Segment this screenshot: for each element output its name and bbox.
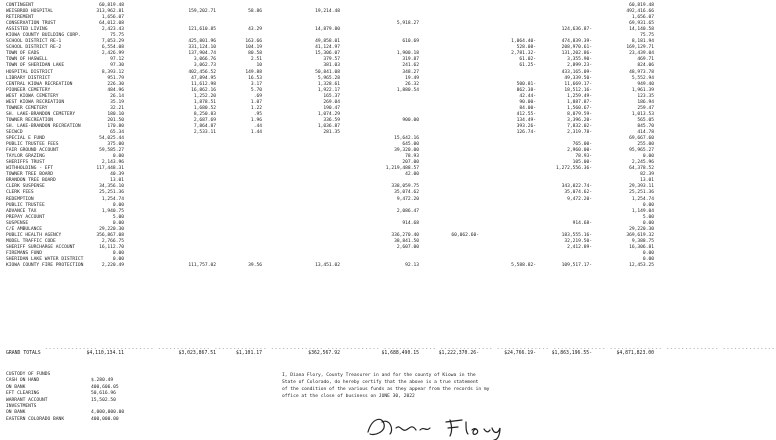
fund-col-9: 2,245.96 bbox=[631, 160, 654, 166]
fund-name: PUBLIC TRUSTEE bbox=[6, 202, 45, 208]
fund-col-5: 1,880.54 bbox=[396, 87, 419, 93]
grand-totals bbox=[6, 351, 654, 357]
fund-col-1: 40.39 bbox=[110, 172, 124, 178]
fund-col-9: 0.00 bbox=[642, 154, 654, 160]
fund-col-1: 201.50 bbox=[107, 117, 124, 123]
fund-col-9: 492,416.66 bbox=[626, 9, 654, 15]
fund-col-1: 16,112.70 bbox=[99, 244, 124, 250]
fund-col-5: 5,918.27 bbox=[396, 21, 419, 27]
fund-col-8: 914.68- bbox=[572, 220, 592, 226]
fund-name: REDEMPTION bbox=[6, 196, 34, 202]
fund-col-4: 13,451.02 bbox=[315, 263, 340, 269]
fund-col-3: 16.53 bbox=[248, 75, 262, 81]
fund-col-4: 19,214.48 bbox=[315, 9, 340, 15]
fund-col-9: 14,140.58 bbox=[629, 27, 654, 33]
fund-name: TOWNER CEMETERY bbox=[6, 105, 48, 111]
fund-col-8: 1,887.87- bbox=[567, 99, 592, 105]
fund-col-8: 765.00- bbox=[572, 142, 592, 148]
fund-col-4: 49,858.01 bbox=[315, 39, 340, 45]
fund-col-9: 29,393.11 bbox=[629, 184, 654, 190]
total-col-9: $4,871,823.00 bbox=[616, 351, 654, 356]
fund-name: FAIR GROUND ACCOUNT bbox=[6, 148, 59, 154]
total-col-6: $1,222,370.26- bbox=[438, 351, 479, 356]
fund-col-4: 1,036.87 bbox=[317, 123, 340, 129]
fund-col-2: 3,062.73 bbox=[193, 63, 216, 69]
fund-name: BRANDON TREE BOARD bbox=[6, 178, 56, 184]
fund-col-9: 1,149.04 bbox=[631, 208, 654, 214]
grand-totals-row bbox=[6, 351, 654, 357]
fund-col-2: 7,864.87 bbox=[193, 123, 216, 129]
fund-col-3: 80.58 bbox=[248, 51, 262, 57]
fund-col-4: 269.04 bbox=[323, 99, 340, 105]
fund-col-1: 97.12 bbox=[110, 57, 124, 63]
fund-col-3: 3.17 bbox=[250, 81, 262, 87]
fund-col-9: 16,306.81 bbox=[629, 244, 654, 250]
fund-col-9: 29,220.30 bbox=[629, 226, 654, 232]
fund-name: PREPAY ACCOUNT bbox=[6, 214, 45, 220]
fund-col-1: 54,025.44 bbox=[99, 136, 124, 142]
fund-col-9: 69,667.60 bbox=[629, 136, 654, 142]
fund-ledger-table bbox=[6, 3, 654, 269]
fund-name: FIREMANS FUND bbox=[6, 250, 42, 256]
fund-col-7: 2,781.32- bbox=[511, 51, 536, 57]
fund-col-9: 1,254.74 bbox=[631, 196, 654, 202]
fund-col-9: 259.47 bbox=[637, 105, 654, 111]
fund-col-4: 1,074.29 bbox=[317, 111, 340, 117]
fund-col-1: 0.00 bbox=[112, 256, 124, 262]
fund-col-9: 95,965.27 bbox=[629, 148, 654, 154]
fund-col-9: 0.00 bbox=[642, 202, 654, 208]
fund-name: WEISBROD HOSPITAL bbox=[6, 9, 54, 15]
fund-name: TOWNER RECREATION bbox=[6, 117, 54, 123]
fund-col-2: 402,456.52 bbox=[188, 69, 216, 75]
fund-col-5: 348.27 bbox=[402, 69, 419, 75]
fund-name: SCHOOL DISTRICT RE-1 bbox=[6, 39, 62, 45]
fund-col-8: 3,396.20- bbox=[567, 117, 592, 123]
fund-col-8: 1,259.49- bbox=[567, 93, 592, 99]
fund-col-7: 5,588.82- bbox=[511, 263, 536, 269]
fund-col-8: 105.00- bbox=[572, 160, 592, 166]
fund-col-5: 92.13 bbox=[405, 263, 419, 269]
fund-name: TOWN OF EADS bbox=[6, 51, 40, 57]
fund-col-8: 78.93- bbox=[575, 154, 592, 160]
custody-item-amount: $.280.49 bbox=[91, 378, 114, 384]
fund-col-8: 183,555.16- bbox=[561, 232, 592, 238]
fund-col-9: 949.40 bbox=[637, 81, 654, 87]
treasurer-signature bbox=[360, 410, 520, 440]
fund-col-9: 5.00 bbox=[642, 214, 654, 220]
fund-col-2: 121,610.85 bbox=[188, 27, 216, 33]
fund-col-9: 824.06 bbox=[637, 63, 654, 69]
totals-rule: -------------- -------------- -------------- -------------- -------------- -------------- -------------- -------------- -------------- -------------- -------------- -------------- -------------- bbox=[45, 347, 776, 352]
treasurer-certification: I, Diana Flory, County Treasurer in and for the county of Kiowa in the State of Colorado, do hereby certify that the above is a true statement of the condition of the various funds as they appear from the records in my office at the close of business on JUNE 30, 2022 bbox=[282, 373, 490, 399]
fund-col-5: 645.00 bbox=[402, 142, 419, 148]
fund-name: ADVANCE TAX bbox=[6, 208, 37, 214]
custody-item-label: EFT CLEARING bbox=[6, 391, 40, 397]
fund-col-8: 433,165.09- bbox=[561, 69, 592, 75]
fund-name: SCHOOL DISTRICT RE-2 bbox=[6, 45, 62, 51]
fund-col-5: 336,270.40 bbox=[391, 232, 419, 238]
fund-name: WITHHOLDING - EFT bbox=[6, 166, 54, 172]
fund-col-5: 207.00 bbox=[402, 160, 419, 166]
fund-col-1: 25,251.36 bbox=[99, 190, 124, 196]
fund-col-3: .95 bbox=[253, 111, 262, 117]
fund-name: SHERIDAN LAKE WATER DISTRICT bbox=[6, 256, 84, 262]
fund-col-1: 170.80 bbox=[107, 123, 124, 129]
fund-col-7: 500.81- bbox=[516, 81, 536, 87]
fund-col-1: 32.21 bbox=[110, 105, 124, 111]
investment-item bbox=[6, 417, 156, 423]
fund-col-7: 61.25- bbox=[519, 63, 536, 69]
fund-col-3: 43.29 bbox=[248, 27, 262, 33]
fund-col-8: 1,272,556.36- bbox=[556, 166, 592, 172]
fund-col-1: 1,254.74 bbox=[101, 196, 124, 202]
fund-col-2: 2,687.69 bbox=[193, 117, 216, 123]
fund-col-5: 900.00 bbox=[402, 117, 419, 123]
fund-col-9: 469.71 bbox=[637, 57, 654, 63]
fund-name: CONSERVATION TRUST bbox=[6, 21, 56, 27]
fund-col-8: 18,512.16- bbox=[564, 87, 592, 93]
fund-col-1: 59,585.27 bbox=[99, 148, 124, 154]
fund-col-7: 42.44- bbox=[519, 93, 536, 99]
fund-col-7: 134.49- bbox=[516, 117, 536, 123]
fund-col-3: 39.56 bbox=[248, 263, 262, 269]
fund-name: SHERIFF SURCHARGE ACCOUNT bbox=[6, 244, 76, 250]
fund-col-2: 11,612.98 bbox=[191, 81, 216, 87]
fund-col-4: 5,965.28 bbox=[317, 75, 340, 81]
fund-col-5: 15,642.16 bbox=[394, 136, 419, 142]
fund-col-1: 2,766.75 bbox=[101, 238, 124, 244]
fund-col-1: 97.30 bbox=[110, 63, 124, 69]
fund-col-6: 60,062.60- bbox=[451, 232, 479, 238]
fund-name: TAYLOR GRAZING bbox=[6, 154, 45, 160]
fund-col-2: 1,680.52 bbox=[193, 105, 216, 111]
total-col-1: $4,110,134.11 bbox=[86, 351, 124, 356]
fund-col-2: 1,878.51 bbox=[193, 99, 216, 105]
fund-col-1: 13.01 bbox=[110, 178, 124, 184]
fund-col-3: 163.66 bbox=[245, 39, 262, 45]
fund-col-8: 131,202.86- bbox=[561, 51, 592, 57]
fund-col-8: 8,079.59- bbox=[567, 111, 592, 117]
fund-name: TOWN OF SHERIDAN LAKE bbox=[6, 63, 65, 69]
fund-col-9: 186.94 bbox=[637, 99, 654, 105]
fund-col-5: 319.87 bbox=[402, 57, 419, 63]
custody-heading: CUSTODY OF FUNDS bbox=[6, 372, 51, 377]
fund-name: CONTINGENT bbox=[6, 3, 34, 8]
custody-item-label: CASH ON HAND bbox=[6, 378, 40, 384]
fund-name: SUSPENSE bbox=[6, 220, 29, 226]
fund-col-9: 1,961.39 bbox=[631, 87, 654, 93]
fund-col-2: 111,757.02 bbox=[188, 263, 216, 269]
fund-name: C/E AMBULANCE bbox=[6, 226, 42, 232]
fund-col-4: 50,841.08 bbox=[315, 69, 340, 75]
fund-col-5: 19.49 bbox=[405, 75, 419, 81]
investments-heading: INVESTMENTS bbox=[6, 403, 37, 409]
fund-col-8: 2,319.78- bbox=[567, 129, 592, 135]
fund-col-4: 381.03 bbox=[323, 63, 340, 69]
fund-col-9: 0.00 bbox=[642, 256, 654, 262]
fund-col-9: 369,619.32 bbox=[626, 232, 654, 238]
fund-col-5: 1,219,488.57 bbox=[385, 166, 419, 172]
investment-item-amount: 4,000,000.00 bbox=[91, 410, 125, 416]
fund-name: LIBRARY DISTRICT bbox=[6, 75, 51, 81]
fund-col-3: 1.44 bbox=[250, 129, 262, 135]
fund-col-8: 49,339.50- bbox=[564, 75, 592, 81]
fund-col-9: 12,453.25 bbox=[629, 263, 654, 269]
fund-col-7: 61.02- bbox=[519, 57, 536, 63]
fund-col-1: 951.79 bbox=[107, 75, 124, 81]
fund-col-2: 16,862.16 bbox=[191, 87, 216, 93]
fund-col-5: 35,074.62 bbox=[394, 190, 419, 196]
fund-col-1: 64,012.08 bbox=[99, 21, 124, 27]
fund-col-7: 862.38- bbox=[516, 87, 536, 93]
fund-col-9: 169,129.71 bbox=[626, 45, 654, 51]
total-col-8: $1,863,196.55- bbox=[551, 351, 592, 356]
fund-col-9: 13.01 bbox=[640, 178, 654, 184]
fund-name: SH. LAKE-BRANDON RECREATION bbox=[6, 123, 81, 129]
fund-col-1: 484.96 bbox=[107, 87, 124, 93]
custody-of-funds bbox=[6, 372, 156, 423]
fund-name: CLERK FEES bbox=[6, 190, 34, 196]
fund-col-1: 1,656.07 bbox=[101, 15, 124, 21]
fund-name: HOSPITAL DISTRICT bbox=[6, 69, 54, 75]
fund-col-9: 0.00 bbox=[642, 250, 654, 256]
investment-item-amount: 400,000.00 bbox=[91, 416, 119, 422]
fund-col-5: 241.62 bbox=[402, 63, 419, 69]
fund-col-3: .69 bbox=[253, 93, 262, 99]
fund-col-4: 41,124.97 bbox=[315, 45, 340, 51]
fund-col-3: 149.88 bbox=[245, 69, 262, 75]
fund-col-1: 1,940.75 bbox=[101, 208, 124, 214]
fund-col-7: 126.74- bbox=[516, 129, 536, 135]
fund-col-2: 8,250.83 bbox=[193, 111, 216, 117]
fund-col-7: 90.00- bbox=[519, 99, 536, 105]
fund-col-8: 124,636.87- bbox=[561, 27, 592, 33]
fund-col-2: 159,202.71 bbox=[188, 9, 216, 15]
fund-col-9: 9,388.75 bbox=[631, 238, 654, 244]
fund-col-8: 343,022.74- bbox=[561, 184, 592, 190]
grand-totals-label: GRAND TOTALS bbox=[6, 351, 41, 356]
fund-col-9: 123.35 bbox=[637, 93, 654, 99]
fund-col-8: 2,412.89- bbox=[567, 244, 592, 250]
fund-col-9: 1,656.07 bbox=[631, 15, 654, 21]
fund-row bbox=[6, 263, 654, 269]
fund-col-9: 414.78 bbox=[637, 129, 654, 135]
fund-col-5: 38,841.50 bbox=[394, 238, 419, 244]
fund-name: MODEL TRAFFIC CODE bbox=[6, 238, 56, 244]
fund-col-1: 375.00 bbox=[107, 142, 124, 148]
fund-col-3: 10 bbox=[256, 63, 262, 69]
fund-col-4: 15,306.07 bbox=[315, 51, 340, 57]
fund-col-2: 137,904.74 bbox=[188, 51, 216, 57]
investment-item-label: EASTERN COLORADO BANK bbox=[6, 416, 65, 422]
fund-col-5: 9,472.20 bbox=[396, 196, 419, 202]
fund-col-9: 8,181.94 bbox=[631, 39, 654, 45]
fund-col-1: 0.00 bbox=[112, 154, 124, 160]
fund-col-9: 5,552.94 bbox=[631, 75, 654, 81]
fund-col-1: 60,819.48 bbox=[99, 3, 124, 8]
fund-col-9: 69,931.65 bbox=[629, 21, 654, 27]
fund-col-9: 23,439.04 bbox=[629, 51, 654, 57]
fund-col-7: 393.26- bbox=[516, 123, 536, 129]
fund-col-7: 412.55- bbox=[516, 111, 536, 117]
fund-col-2: 47,894.95 bbox=[191, 75, 216, 81]
fund-col-5: 610.69 bbox=[402, 39, 419, 45]
fund-name: KIOWA COUNTY FIRE PROTECTION bbox=[6, 263, 84, 269]
fund-col-2: 3,066.76 bbox=[193, 57, 216, 63]
fund-name: CENTRAL KIOWA RECREATION bbox=[6, 81, 73, 87]
fund-col-9: 82.39 bbox=[640, 172, 654, 178]
fund-col-2: 425,801.96 bbox=[188, 39, 216, 45]
fund-col-8: 474,839.39- bbox=[561, 39, 592, 45]
fund-col-7: 528.08- bbox=[516, 45, 536, 51]
fund-col-5: 26.32 bbox=[405, 81, 419, 87]
fund-col-8: 11,669.17- bbox=[564, 81, 592, 87]
fund-col-1: 2,220.49 bbox=[101, 263, 124, 269]
fund-col-1: 35.19 bbox=[110, 99, 124, 105]
fund-col-1: 75.75 bbox=[110, 33, 124, 39]
fund-col-1: 313,962.81 bbox=[96, 9, 124, 15]
fund-name: SHERIFFS TRUST bbox=[6, 160, 45, 166]
fund-col-1: 6,554.08 bbox=[101, 45, 124, 51]
fund-col-5: 2,086.47 bbox=[396, 208, 419, 214]
fund-col-9: 565.05 bbox=[637, 117, 654, 123]
fund-name: PIONEER CEMETERY bbox=[6, 87, 51, 93]
fund-col-9: 25,251.36 bbox=[629, 190, 654, 196]
fund-col-2: 1,252.20 bbox=[193, 93, 216, 99]
fund-col-1: 0.00 bbox=[112, 250, 124, 256]
fund-name: SH. LAKE-BRANDON CEMETERY bbox=[6, 111, 76, 117]
fund-col-3: .44 bbox=[253, 123, 262, 129]
fund-col-1: 226.30 bbox=[107, 81, 124, 87]
fund-col-4: 14,879.80 bbox=[315, 27, 340, 33]
fund-col-3: 2.51 bbox=[250, 57, 262, 63]
fund-col-1: 117,448.31 bbox=[96, 166, 124, 172]
fund-col-1: 0.00 bbox=[112, 220, 124, 226]
custody-item-label: WARRANT ACCOUNT bbox=[6, 397, 48, 403]
fund-name: CLERK SUSPENSE bbox=[6, 184, 45, 190]
fund-col-9: 60,819.48 bbox=[629, 3, 654, 8]
fund-col-9: 1,013.53 bbox=[631, 111, 654, 117]
fund-col-8: 3,355.90- bbox=[567, 57, 592, 63]
fund-col-9: 255.00 bbox=[637, 142, 654, 148]
fund-col-8: 2,960.00- bbox=[567, 148, 592, 154]
custody-item-amount: 15,502.50 bbox=[91, 397, 116, 403]
fund-col-4: 1,328.61 bbox=[317, 81, 340, 87]
fund-col-8: 35,074.62- bbox=[564, 190, 592, 196]
fund-name: WEST KIOWA RECREATION bbox=[6, 99, 65, 105]
fund-col-3: 1.07 bbox=[250, 99, 262, 105]
fund-col-5: 42.00 bbox=[405, 172, 419, 178]
fund-name: PUBLIC TRUSTEE FEES bbox=[6, 142, 59, 148]
fund-col-9: 64,378.52 bbox=[629, 166, 654, 172]
fund-col-1: 356,867.08 bbox=[96, 232, 124, 238]
fund-col-5: 338,059.75 bbox=[391, 184, 419, 190]
fund-col-8: 7,832.02- bbox=[567, 123, 592, 129]
fund-col-3: 58.86 bbox=[248, 9, 262, 15]
total-col-3: $1,101.17 bbox=[236, 351, 262, 356]
fund-col-4: 336.59 bbox=[323, 117, 340, 123]
fund-col-8: 32,219.50- bbox=[564, 238, 592, 244]
fund-col-3: 1.96 bbox=[250, 117, 262, 123]
fund-col-7: 84.00- bbox=[519, 105, 536, 111]
fund-col-8: 208,970.61- bbox=[561, 45, 592, 51]
fund-col-4: 1,922.17 bbox=[317, 87, 340, 93]
fund-col-1: 7,053.29 bbox=[101, 39, 124, 45]
fund-col-1: 65.34 bbox=[110, 129, 124, 135]
fund-name: WEST KIOWA CEMETERY bbox=[6, 93, 59, 99]
fund-name: TOWNER TREE BOARD bbox=[6, 172, 54, 178]
fund-col-3: 104.19 bbox=[245, 45, 262, 51]
fund-col-4: 379.57 bbox=[323, 57, 340, 63]
fund-col-1: 2,423.43 bbox=[101, 27, 124, 33]
fund-col-2: 2,533.11 bbox=[193, 129, 216, 135]
fund-col-8: 1,560.67- bbox=[567, 105, 592, 111]
fund-col-1: 26.14 bbox=[110, 93, 124, 99]
investment-item-label: ON BANK bbox=[6, 410, 26, 416]
fund-name: TOWN OF HASWELL bbox=[6, 57, 48, 63]
fund-col-1: 8,393.12 bbox=[101, 69, 124, 75]
total-col-5: $1,688,490.15 bbox=[381, 351, 419, 356]
fund-col-3: 5.70 bbox=[250, 87, 262, 93]
custody-item-amount: 50,616.96 bbox=[91, 391, 116, 397]
fund-col-1: 5.00 bbox=[112, 214, 124, 220]
fund-col-4: 165.37 bbox=[323, 93, 340, 99]
custody-item-amount: 400,606.05 bbox=[91, 384, 119, 390]
fund-col-8: 2,899.23- bbox=[567, 63, 592, 69]
fund-col-9: 48,973.78 bbox=[629, 69, 654, 75]
fund-name: SPECIAL E FUND bbox=[6, 136, 45, 142]
fund-col-5: 1,900.18 bbox=[396, 51, 419, 57]
fund-col-3: 1.22 bbox=[250, 105, 262, 111]
fund-col-5: 78.93 bbox=[405, 154, 419, 160]
fund-col-1: 180.10 bbox=[107, 111, 124, 117]
fund-col-5: 914.68 bbox=[402, 220, 419, 226]
fund-name: SECWCD bbox=[6, 129, 23, 135]
fund-col-4: 190.47 bbox=[323, 105, 340, 111]
fund-col-4: 281.35 bbox=[323, 129, 340, 135]
fund-col-7: 1,064.40- bbox=[511, 39, 536, 45]
total-col-4: $362,567.92 bbox=[308, 351, 340, 356]
fund-col-9: 0.00 bbox=[642, 220, 654, 226]
fund-col-1: 29,220.30 bbox=[99, 226, 124, 232]
fund-col-8: 9,472.20- bbox=[567, 196, 592, 202]
fund-name: RETIREMENT bbox=[6, 15, 34, 21]
fund-name: KIOWA COUNTY BUILDING CORP. bbox=[6, 33, 81, 39]
fund-col-5: 39,320.00 bbox=[394, 148, 419, 154]
fund-col-1: 2,143.96 bbox=[101, 160, 124, 166]
fund-col-9: 75.75 bbox=[640, 33, 654, 39]
fund-col-1: 2,426.99 bbox=[101, 51, 124, 57]
fund-col-1: 0.00 bbox=[112, 202, 124, 208]
fund-col-5: 2,607.00 bbox=[396, 244, 419, 250]
total-col-7: $24,766.19- bbox=[504, 351, 536, 356]
total-col-2: $3,023,867.51 bbox=[178, 351, 216, 356]
fund-col-9: 845.70 bbox=[637, 123, 654, 129]
fund-col-2: 331,124.10 bbox=[188, 45, 216, 51]
fund-col-1: 34,356.10 bbox=[99, 184, 124, 190]
fund-name: ASSISTED LIVING bbox=[6, 27, 48, 33]
fund-name: PUBLIC HEALTH AGENCY bbox=[6, 232, 62, 238]
fund-col-8: 109,517.17- bbox=[561, 263, 592, 269]
custody-item-label: ON BANK bbox=[6, 384, 26, 390]
